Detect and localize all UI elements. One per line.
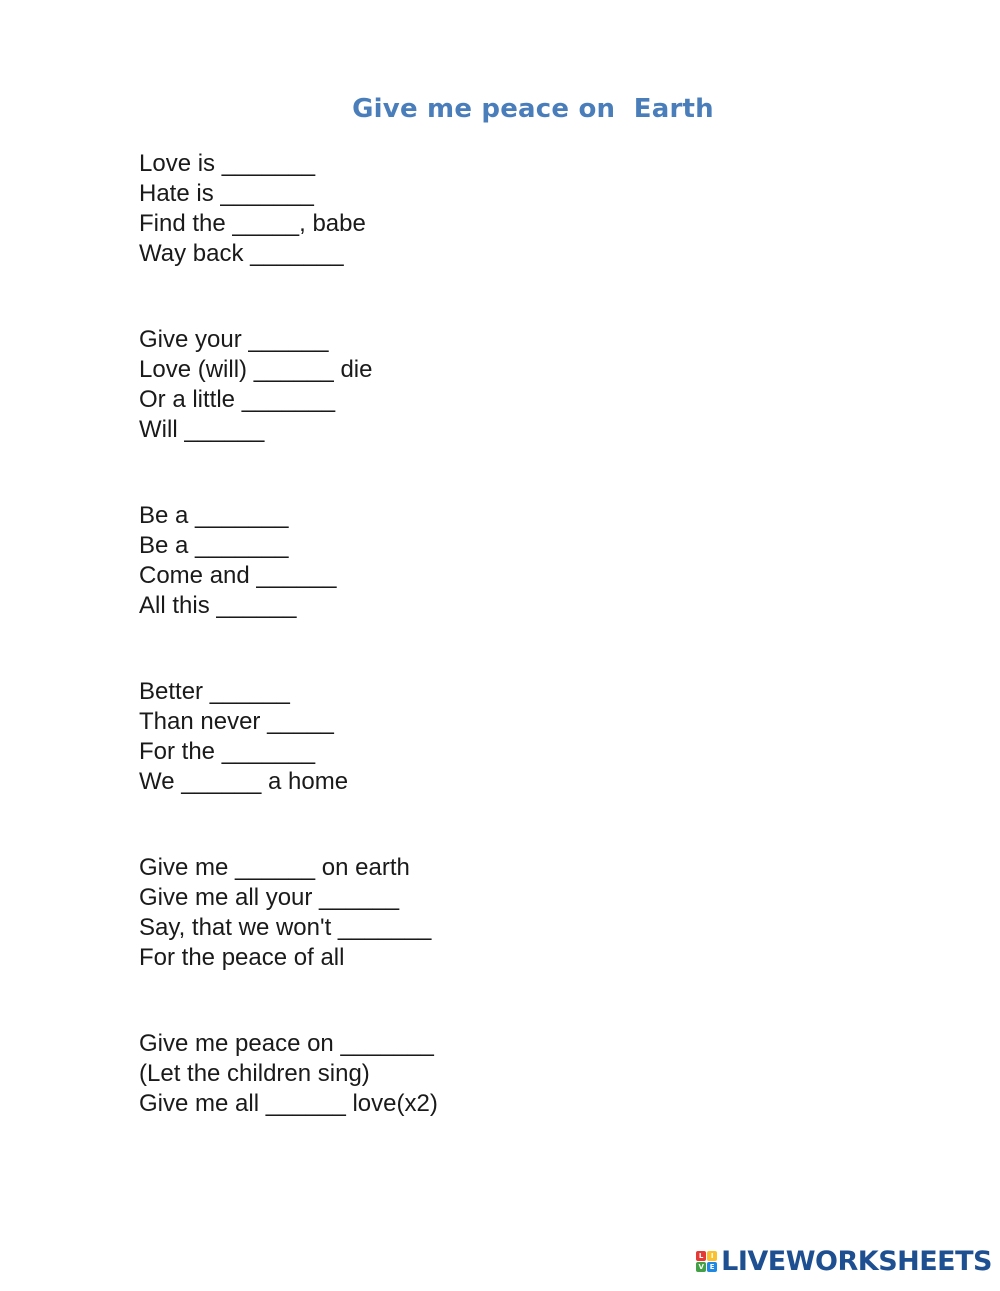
lyric-line: Give your ______	[139, 326, 329, 353]
lyric-line: Find the _____, babe	[139, 210, 366, 237]
stanza-3	[139, 501, 336, 621]
lyric-line: Or a little _______	[139, 386, 336, 413]
lyric-line: Give me all ______ love(x2)	[139, 1090, 438, 1117]
logo-letter-v: V	[696, 1262, 706, 1272]
lyric-line: Love (will) ______ die	[139, 356, 373, 383]
lyric-line: Give me ______ on earth	[139, 854, 410, 881]
lyric-line: Love is _______	[139, 150, 316, 177]
lyric-line: Give me peace on _______	[139, 1030, 434, 1057]
lyric-line: Will ______	[139, 416, 265, 443]
logo-letter-e: E	[707, 1262, 717, 1272]
lyric-line: For the peace of all	[139, 944, 345, 971]
lyric-line: Way back _______	[139, 240, 344, 267]
lyric-line: Be a _______	[139, 532, 289, 559]
page-title: Give me peace on Earth	[352, 94, 714, 124]
stanza-4	[139, 677, 348, 797]
lyric-line: For the _______	[139, 738, 316, 765]
lyric-line: Than never _____	[139, 708, 334, 735]
lyric-line: Be a _______	[139, 502, 289, 529]
logo-letter-l: L	[696, 1251, 706, 1261]
logo-letter-i: I	[707, 1251, 717, 1261]
liveworksheets-mark-icon	[696, 1251, 717, 1272]
lyric-line: Come and ______	[139, 562, 337, 589]
lyric-line: All this ______	[139, 592, 297, 619]
lyric-line: Say, that we won't _______	[139, 914, 432, 941]
lyric-line: Give me all your ______	[139, 884, 400, 911]
lyric-line: (Let the children sing)	[139, 1060, 370, 1087]
brand-name: LIVEWORKSHEETS	[721, 1246, 992, 1277]
stanza-2	[139, 325, 372, 445]
stanza-5	[139, 853, 431, 973]
lyric-line: Better ______	[139, 678, 290, 705]
lyric-line: We ______ a home	[139, 768, 349, 795]
stanza-6	[139, 1029, 438, 1119]
stanza-1	[139, 149, 366, 269]
lyric-line: Hate is _______	[139, 180, 314, 207]
liveworksheets-logo	[696, 1246, 992, 1277]
